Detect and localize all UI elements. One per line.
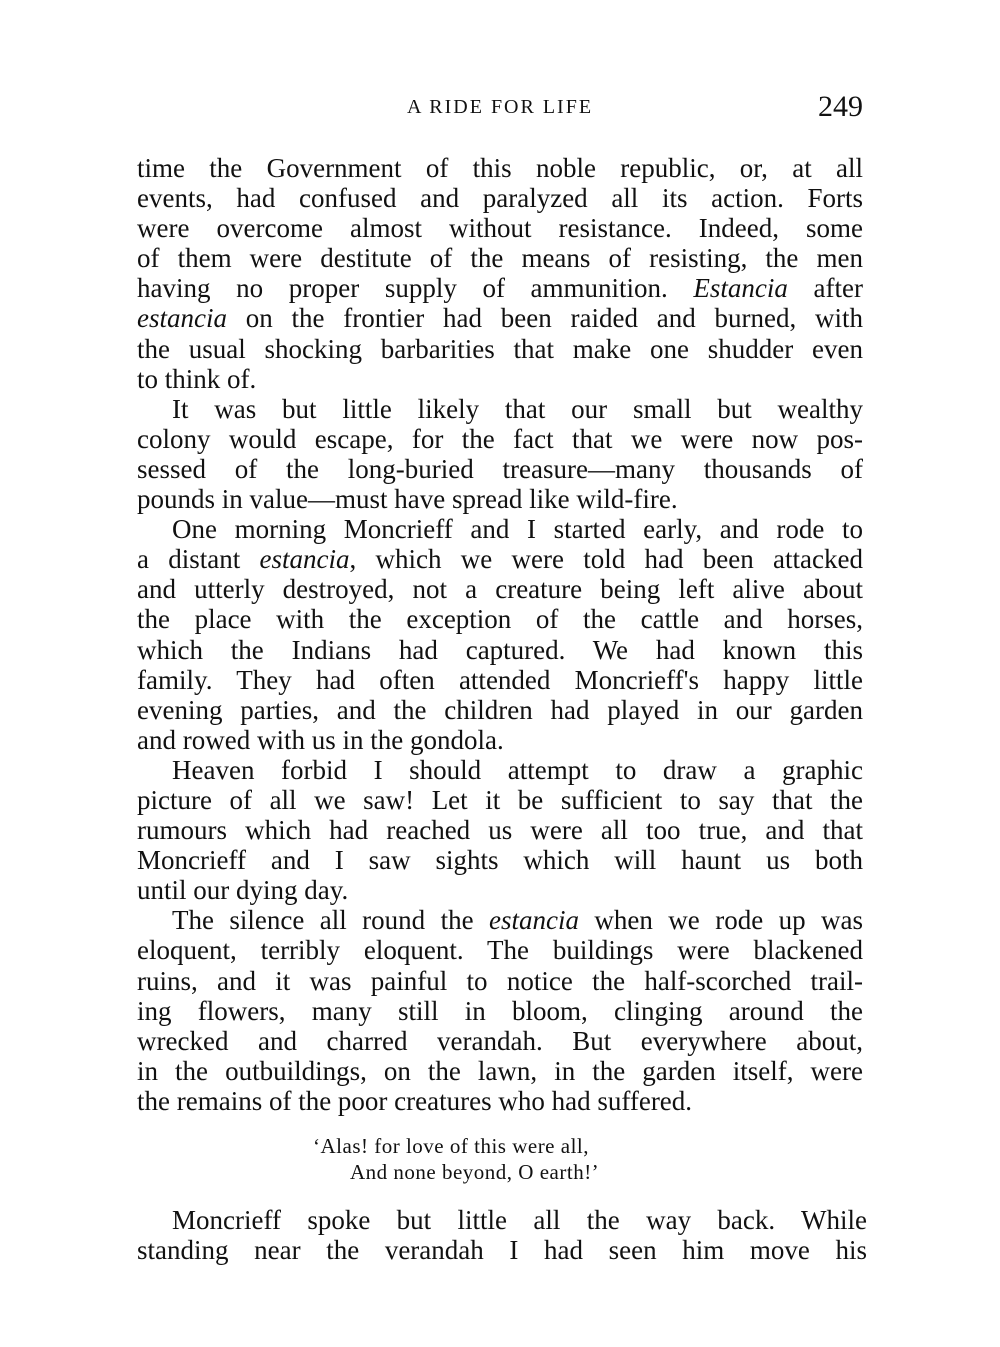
text-line: events, had confused and paralyzed all its action. Forts	[137, 183, 863, 214]
text-line: were overcome almost without resistance. Indeed, some	[137, 213, 863, 244]
text-line: of them were destitute of the means of resisting, the men	[137, 243, 863, 274]
running-title: A RIDE FOR LIFE	[406, 96, 594, 118]
text-line: the usual shocking barbarities that make one shudder even	[137, 333, 863, 364]
text-line: colony would escape, for the fact that we were now pos-	[137, 423, 863, 454]
closing-paragraph	[137, 1205, 867, 1265]
text-line: a distant estancia, which we were told had been attacked	[137, 544, 863, 575]
text-line: It was but little likely that our small but wealthy	[172, 393, 863, 424]
text-line: in the outbuildings, on the lawn, in the garden itself, were	[137, 1055, 863, 1086]
italic-term: estancia	[489, 905, 579, 936]
text-line: pounds in value—must have spread like wild-fire.	[137, 484, 678, 515]
text-line: The silence all round the estancia when we rode up was	[172, 905, 864, 936]
text-line: family. They had often attended Moncrieff's happy little	[137, 664, 863, 695]
text-line: and utterly destroyed, not a creature being left alive about	[137, 574, 863, 605]
paragraph	[137, 394, 863, 514]
text-line: to think of.	[137, 363, 257, 394]
text-line: and rowed with us in the gondola.	[137, 724, 504, 755]
text-line: the remains of the poor creatures who had suffered.	[137, 1085, 693, 1116]
running-head	[137, 90, 863, 130]
text-line: Moncrieff spoke but little all the way back. While	[172, 1205, 867, 1235]
paragraph	[137, 153, 863, 394]
text-line: ing flowers, many still in bloom, clinging around the	[137, 995, 863, 1026]
page-number: 249	[818, 90, 863, 123]
text-line: time the Government of this noble republic, or, at all	[137, 153, 863, 183]
verse-line: ‘Alas! for love of this were all,	[313, 1134, 589, 1158]
text-line: the place with the exception of the cattle and horses,	[137, 604, 863, 635]
italic-term: estancia	[137, 303, 227, 334]
text-line: until our dying day.	[137, 875, 349, 906]
italic-term: Estancia	[693, 273, 788, 304]
text-line: eloquent, terribly eloquent. The buildings were blackened	[137, 935, 863, 966]
verse-line: And none beyond, O earth!’	[350, 1160, 600, 1184]
text-line: rumours which had reached us were all too true, and that	[137, 815, 863, 846]
text-line: ruins, and it was painful to notice the half-scorched trail-	[137, 965, 863, 996]
text-line: sessed of the long-buried treasure—many thousands of	[137, 453, 863, 484]
text-line: wrecked and charred verandah. But everywhere about,	[137, 1025, 863, 1056]
text-line: evening parties, and the children had played in our garden	[137, 694, 863, 725]
text-line: Moncrieff and I saw sights which will haunt us both	[137, 845, 863, 876]
text-line: standing near the verandah I had seen him move his	[137, 1235, 867, 1266]
text-line: One morning Moncrieff and I started early, and rode to	[172, 514, 863, 545]
paragraph	[137, 514, 863, 755]
paragraph	[137, 755, 863, 905]
body-text	[137, 153, 863, 1116]
text-line: which the Indians had captured. We had known this	[137, 634, 863, 665]
text-line: Heaven forbid I should attempt to draw a graphic	[172, 754, 863, 785]
text-line: estancia on the frontier had been raided and burned, with	[137, 303, 863, 334]
paragraph	[137, 905, 863, 1116]
text-line: picture of all we saw! Let it be sufficient to say that the	[137, 784, 863, 815]
text-line: having no proper supply of ammunition. Estancia after	[137, 273, 863, 304]
italic-term: estancia	[259, 544, 350, 575]
